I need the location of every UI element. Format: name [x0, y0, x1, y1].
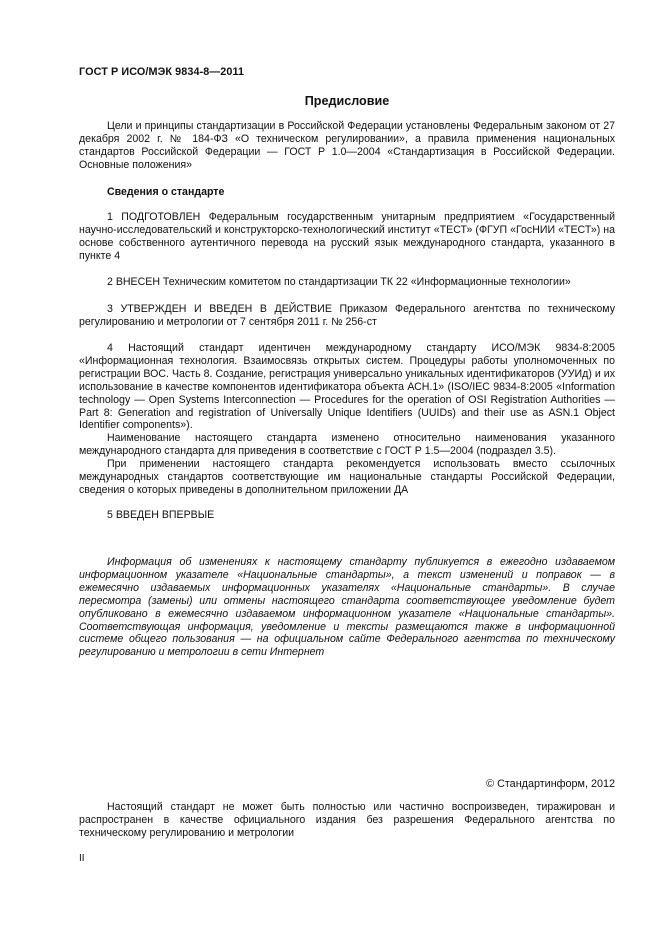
reproduction-notice: Настоящий стандарт не может быть полностью или частично воспроизведен, тиражирован и распространен в качестве официального издания без разрешения Федерального агентства по техническому регулированию и метрологии [79, 801, 615, 839]
standard-info-item: 2 ВНЕСЕН Техническим комитетом по стандартизации ТК 22 «Информационные технологии» [107, 276, 571, 288]
page-number: II [79, 853, 85, 864]
standard-info-item: 5 ВВЕДЕН ВПЕРВЫЕ [107, 509, 215, 521]
copyright-notice: © Стандартинформ, 2012 [486, 778, 615, 790]
intro-paragraph: Цели и принципы стандартизации в Российской Федерации установлены Федеральным законом от 27 декабря 2002 г. № 184-ФЗ «О техническом регулировании», а правила применения национальных стандартов Российской Федерации — ГОСТ Р 1.0—2004 «Стандартизация в Российской Федерации. Основные положения» [79, 120, 615, 171]
standard-info-item: При применении настоящего стандарта рекомендуется использовать вместо ссылочных международных стандартов соответствующие им национальные стандарты Российской Федерации, сведения о которых приведены в дополнительном приложении ДА [79, 458, 615, 496]
section-heading: Сведения о стандарте [107, 186, 225, 198]
document-header: ГОСТ Р ИСО/МЭК 9834-8—2011 [79, 66, 245, 78]
standard-info-item: 1 ПОДГОТОВЛЕН Федеральным государственным унитарным предприятием «Государственный научно-исследовательский и конструкторско-технологический институт «ТЕСТ» (ФГУП «ГосНИИ «ТЕСТ») на основе собственного аутентичного перевода на русский язык международного стандарта, указанного в пункте 4 [79, 211, 615, 262]
information-notice: Информация об изменениях к настоящему стандарту публикуется в ежегодно издаваемом информационном указателе «Национальные стандарты», а текст изменений и поправок — в ежемесячно издаваемых информационных указателях «Национальные стандарты». В случае пересмотра (замены) или отмены настоящего стандарта соответствующее уведомление будет опубликовано в ежемесячно издаваемом информационном указателе «Национальные стандарты». Соответствующая информация, уведомление и тексты размещаются также в информационной системе общего пользования — на официальном сайте Федерального агентства по техническому регулированию и метрологии в сети Интернет [79, 556, 615, 659]
standard-info-item: 4 Настоящий стандарт идентичен международному стандарту ИСО/МЭК 9834-8:2005 «Информационная технология. Взаимосвязь открытых систем. Процедуры работы уполномоченных по регистрации ВОС. Часть 8. Создание, регистрация универсально уникальных идентификаторов (УУИд) и их использование в качестве компонентов идентификатора объекта АСН.1» (ISO/IEC 9834-8:2005 «Information technology — Open Systems Interconnection — Procedures for the operation of OSI Registration Authorities — Part 8: Generation and registration of Universally Unique Identifiers (UUIDs) and their use as ASN.1 Object Identifier components»). [79, 342, 615, 432]
standard-info-item: 3 УТВЕРЖДЕН И ВВЕДЕН В ДЕЙСТВИЕ Приказом Федерального агентства по техническому регулированию и метрологии от 7 сентября 2011 г. № 256-ст [79, 303, 615, 328]
page-title: Предисловие [304, 94, 390, 108]
standard-info-item: Наименование настоящего стандарта изменено относительно наименования указанного международного стандарта для приведения в соответствие с ГОСТ Р 1.5—2004 (подраздел 3.5). [79, 432, 615, 457]
